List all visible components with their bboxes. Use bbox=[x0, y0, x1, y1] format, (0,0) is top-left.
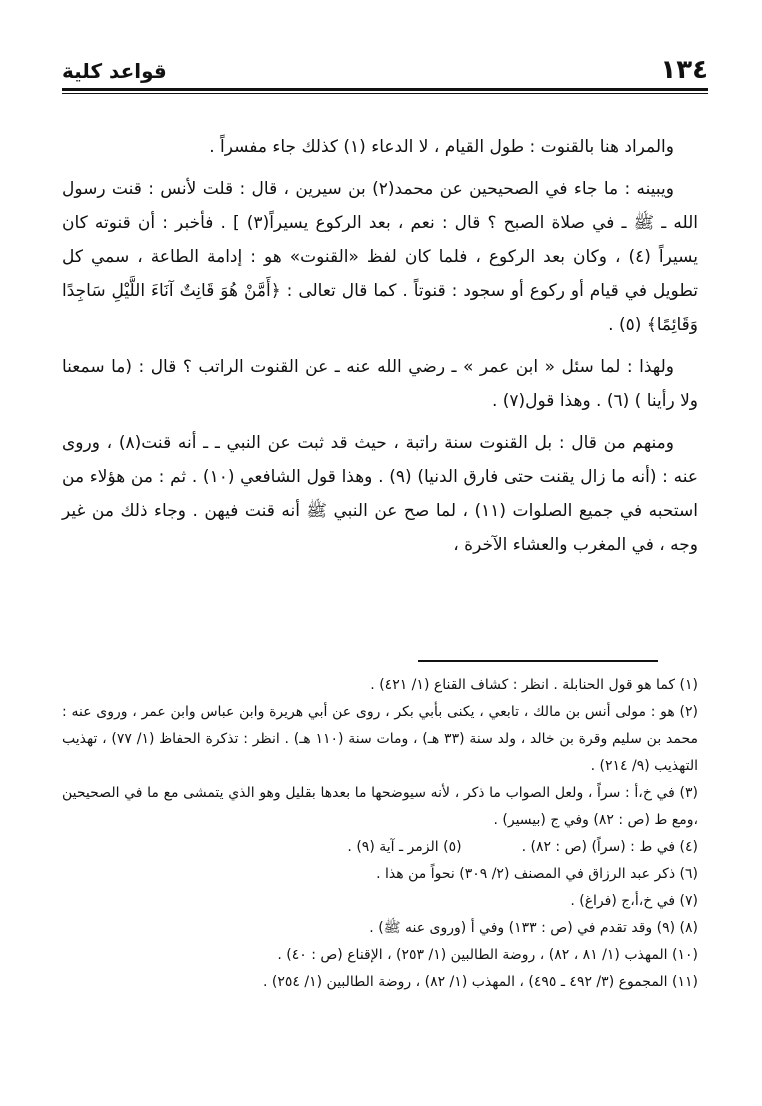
footnotes bbox=[62, 672, 698, 996]
header-rule-thin bbox=[62, 93, 708, 94]
footnote: (٢) هو : مولى أنس بن مالك ، تابعي ، يكنى بأبي بكر ، روى عن أبي هريرة وابن عباس وابن عمر ، وروى عنه : محمد بن سليم وقرة بن خالد ، ولد سنة (٣٣ هـ) ، ومات سنة (١١٠ هـ) . انظر : تذكرة الحفاظ (١/ ٧٧) ، تهذيب التهذيب (٩/ ٢١٤) . bbox=[62, 704, 698, 774]
paragraph: ولهذا : لما سئل « ابن عمر » ـ رضي الله عنه ـ عن القنوت الراتب ؟ قال : (ما سمعنا ولا رأينا ) (٦) . وهذا قول(٧) . bbox=[62, 357, 698, 411]
footnote-pair bbox=[62, 834, 698, 861]
main-text bbox=[62, 130, 698, 562]
footnote: (١) كما هو قول الحنابلة . انظر : كشاف القناع (١/ ٤٢١) . bbox=[370, 677, 698, 693]
footnote: (٥) الزمر ـ آية (٩) . bbox=[347, 839, 462, 855]
footnote: (١١) المجموع (٣/ ٤٩٢ ـ ٤٩٥) ، المهذب (١/ ٨٢) ، روضة الطالبين (١/ ٢٥٤) . bbox=[262, 974, 698, 990]
page-header bbox=[62, 54, 708, 98]
page-number: ١٣٤ bbox=[660, 55, 708, 85]
footnote: (٣) في خ،أ : سراً ، ولعل الصواب ما ذكر ، لأنه سيوضحها ما بعدها بقليل وهو الذي يتمشى مع ما في الصحيحين ،ومع ط (ص : ٨٢) وفي ج (بيسير) . bbox=[62, 785, 698, 828]
header-rule bbox=[62, 88, 708, 91]
footnote: (٧) في خ،أ،ج (فراغ) . bbox=[570, 893, 698, 909]
footnote: (٨) (٩) وقد تقدم في (ص : ١٣٣) وفي أ (وروى عنه ﷺ) . bbox=[369, 920, 698, 936]
footnote: (١٠) المهذب (١/ ٨١ ، ٨٢) ، روضة الطالبين (١/ ٢٥٣) ، الإقناع (ص : ٤٠) . bbox=[277, 947, 698, 963]
paragraph: ومنهم من قال : بل القنوت سنة راتبة ، حيث قد ثبت عن النبي ـ ـ أنه قنت(٨) ، وروى عنه : (أنه ما زال يقنت حتى فارق الدنيا) (٩) . وهذا قول الشافعي (١٠) . ثم : من هؤلاء من استحبه في جميع الصلوات (١١) ، لما صح عن النبي ﷺ أنه قنت فيهن . وجاء ذلك من غير وجه ، في المغرب والعشاء الآخرة ، bbox=[62, 433, 698, 555]
footnote: (٤) في ط : (سراً) (ص : ٨٢) . bbox=[521, 839, 698, 855]
footnote: (٦) ذكر عبد الرزاق في المصنف (٢/ ٣٠٩) نحواً من هذا . bbox=[376, 866, 698, 882]
paragraph: ويبينه : ما جاء في الصحيحين عن محمد(٢) بن سيرين ، قال : قلت لأنس : قنت رسول الله ـ ﷺ ـ في صلاة الصبح ؟ قال : نعم ، بعد الركوع يسيراً(٣) ] . فأخبر : أن قنوته كان يسيراً (٤) ، وكان بعد الركوع ، فلما كان لفظ «القنوت» هو : إدامة الطاعة ، سمي كل تطويل في قيام أو ركوع أو سجود : قنوتاً . كما قال تعالى : ﴿أَمَّنْ هُوَ قَانِتٌ آنَاءَ اللَّيْلِ سَاجِدًا وَقَائِمًا﴾ (٥) . bbox=[62, 179, 698, 335]
footnote-separator bbox=[418, 660, 658, 662]
running-title: قواعد كلية bbox=[62, 59, 167, 83]
paragraph: والمراد هنا بالقنوت : طول القيام ، لا الدعاء (١) كذلك جاء مفسراً . bbox=[209, 137, 674, 157]
